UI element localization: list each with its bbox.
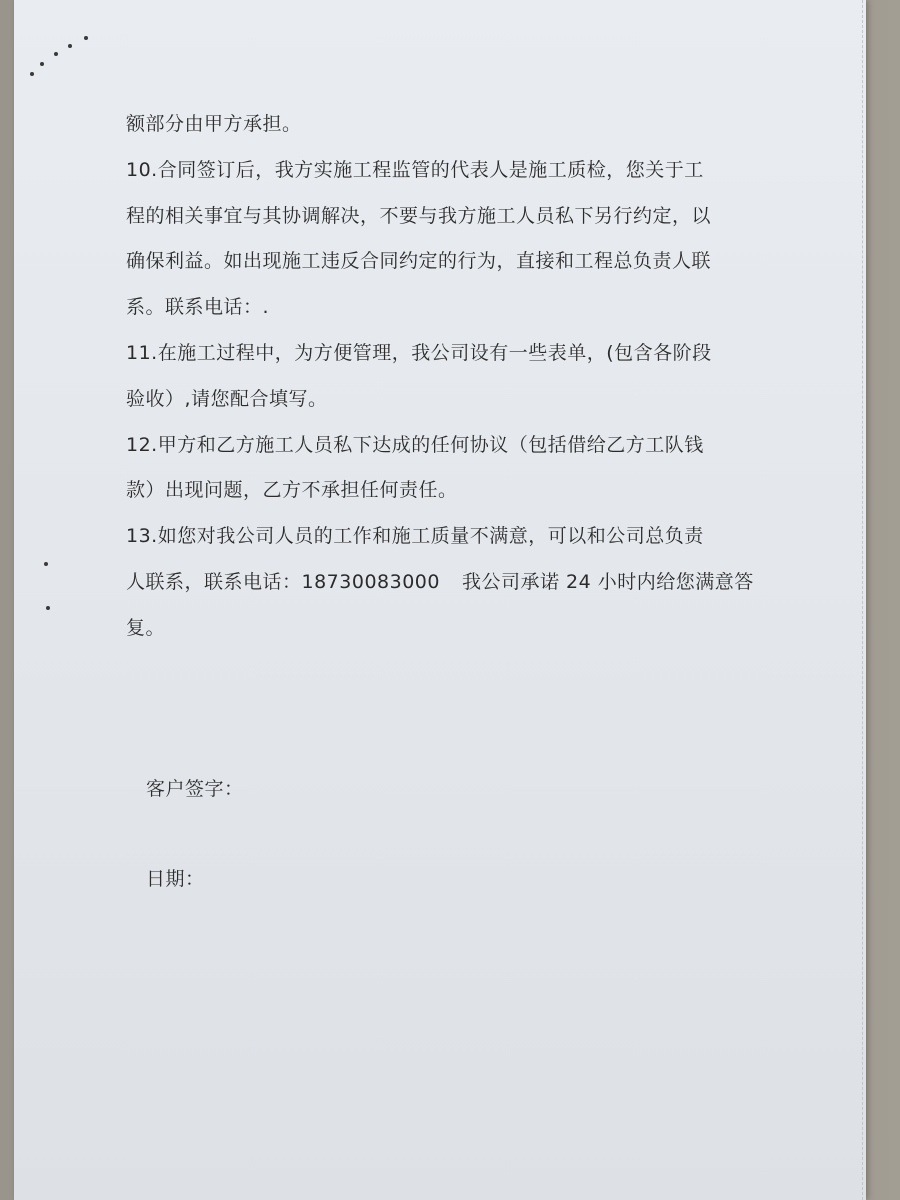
punch-hole <box>54 52 58 56</box>
punch-hole <box>40 62 44 66</box>
document-page <box>14 0 866 1200</box>
text-line: 确保利益。如出现施工违反合同约定的行为，直接和工程总负责人联 <box>126 250 712 273</box>
text-line: 复。 <box>126 616 166 639</box>
clause-11-line: 11.在施工过程中，为方便管理，我公司设有一些表单，(包含各阶段 <box>126 341 712 364</box>
punch-hole <box>84 36 88 40</box>
clause-12-line: 12.甲方和乙方施工人员私下达成的任何协议（包括借给乙方工队钱 <box>126 433 704 456</box>
clause-10-line: 10.合同签订后，我方实施工程监管的代表人是施工质检，您关于工 <box>126 158 704 181</box>
punch-hole <box>44 562 48 566</box>
text-line: 程的相关事宜与其协调解决，不要与我方施工人员私下另行约定，以 <box>126 204 712 227</box>
promise-text: 我公司承诺 24 小时内给您满意答 <box>461 570 754 593</box>
date-label: 日期： <box>146 868 205 890</box>
text-line: 款）出现问题，乙方不承担任何责任。 <box>126 479 458 502</box>
punch-hole <box>46 606 50 610</box>
text-line: 验收）,请您配合填写。 <box>126 387 328 410</box>
text-line: 系。联系电话：. <box>126 296 270 319</box>
phone-contact-text: 人联系，联系电话：18730083000 <box>126 570 440 593</box>
perforation-edge <box>862 0 863 1200</box>
punch-hole <box>68 44 72 48</box>
phone-line <box>126 560 754 606</box>
text-line: 额部分由甲方承担。 <box>126 113 302 135</box>
punch-hole <box>30 72 34 76</box>
clause-13-line: 13.如您对我公司人员的工作和施工质量不满意，可以和公司总负责 <box>126 525 704 548</box>
customer-signature-label: 客户签字： <box>146 778 244 800</box>
document-body <box>126 102 754 652</box>
